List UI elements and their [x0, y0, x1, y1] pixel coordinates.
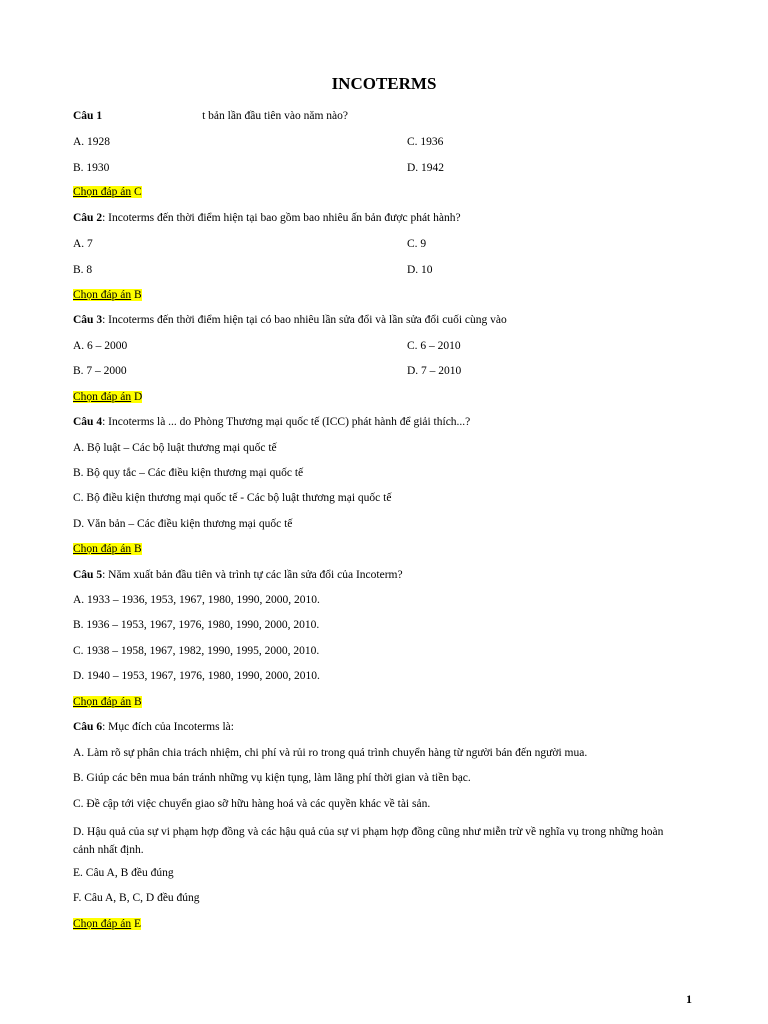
answer-prefix: Chọn đáp án: [73, 289, 132, 301]
option: B. Giúp các bên mua bán tránh những vụ kiện tụng, làm lãng phí thời gian và tiền bạc.: [73, 772, 471, 784]
option: A. 6 – 2000: [73, 340, 128, 352]
page-title: INCOTERMS: [331, 74, 437, 93]
question-label: Câu 5: [73, 569, 103, 581]
answer-line: [73, 695, 142, 710]
option: D. Văn bản – Các điều kiện thương mại quốc tế: [73, 518, 293, 530]
answer-prefix: Chọn đáp án: [73, 696, 132, 708]
answer-value: E: [134, 918, 142, 930]
option: C. 6 – 2010: [407, 340, 461, 352]
question-2: [73, 211, 461, 226]
option: A. Làm rõ sự phân chia trách nhiệm, chi phí và rủi ro trong quá trình chuyển hàng từ người bán đến người mua.: [73, 747, 588, 759]
option: A. 7: [73, 238, 93, 250]
answer-line: [73, 390, 142, 405]
question-label: Câu 1: [73, 110, 103, 122]
answer-value: C: [134, 186, 142, 198]
option: A. Bộ luật – Các bộ luật thương mại quốc tế: [73, 442, 277, 454]
question-text: : Mục đích của Incoterms là:: [102, 721, 234, 733]
option: B. Bộ quy tắc – Các điều kiện thương mại quốc tế: [73, 467, 304, 479]
question-text: : Incoterms đến thời điểm hiện tại có bao nhiêu lần sửa đổi và lần sửa đổi cuối cùng vào: [102, 314, 507, 326]
option: D. 7 – 2010: [407, 365, 462, 377]
answer-line: [73, 917, 141, 932]
answer-prefix: Chọn đáp án: [73, 543, 132, 555]
question-label: Câu 6: [73, 721, 103, 733]
option: D. 1940 – 1953, 1967, 1976, 1980, 1990, 2000, 2010.: [73, 670, 320, 682]
question-3: [73, 313, 507, 328]
option: C. 1938 – 1958, 1967, 1982, 1990, 1995, 2000, 2010.: [73, 645, 320, 657]
page-number: 1: [686, 992, 692, 1006]
answer-prefix: Chọn đáp án: [73, 918, 132, 930]
answer-line: [73, 185, 142, 200]
option: A. 1928: [73, 136, 111, 148]
question-text: : Incoterms là ... do Phòng Thương mại quốc tế (ICC) phát hành để giải thích...?: [102, 416, 471, 428]
option: D. Hậu quả của sự vi phạm hợp đồng và các hậu quả của sự vi phạm hợp đồng cũng như miễn trừ về nghĩa vụ trong những hoàn cảnh nhất định.: [73, 826, 664, 856]
question-1: [73, 109, 348, 124]
answer-value: B: [134, 696, 142, 708]
question-text: t bản lần đầu tiên vào năm nào?: [202, 110, 349, 122]
answer-value: B: [134, 543, 142, 555]
answer-line: [73, 288, 142, 303]
question-text: : Incoterms đến thời điểm hiện tại bao gồm bao nhiêu ấn bản được phát hành?: [102, 212, 461, 224]
option: C. Bộ điều kiện thương mại quốc tế - Các bộ luật thương mại quốc tế: [73, 492, 392, 504]
answer-prefix: Chọn đáp án: [73, 186, 132, 198]
answer-value: B: [134, 289, 142, 301]
question-label: Câu 2: [73, 212, 103, 224]
option: C. 1936: [407, 136, 444, 148]
question-label: Câu 4: [73, 416, 103, 428]
question-4: [73, 415, 470, 430]
option: B. 7 – 2000: [73, 365, 127, 377]
answer-line: [73, 542, 142, 557]
question-6: [73, 720, 234, 735]
answer-value: D: [134, 391, 143, 403]
option: D. 10: [407, 264, 433, 276]
question-text: : Năm xuất bản đầu tiên và trình tự các lần sửa đổi của Incoterm?: [102, 569, 403, 581]
option: B. 1930: [73, 162, 110, 174]
option: C. Đề cập tới việc chuyển giao sỡ hữu hàng hoá và các quyền khác về tài sản.: [73, 798, 431, 810]
option: B. 8: [73, 264, 93, 276]
option: F. Câu A, B, C, D đều đúng: [73, 892, 200, 904]
question-5: [73, 568, 403, 583]
option: C. 9: [407, 238, 427, 250]
option: A. 1933 – 1936, 1953, 1967, 1980, 1990, 2000, 2010.: [73, 594, 320, 606]
option: E. Câu A, B đều đúng: [73, 867, 174, 879]
answer-prefix: Chọn đáp án: [73, 391, 132, 403]
option: B. 1936 – 1953, 1967, 1976, 1980, 1990, 2000, 2010.: [73, 619, 320, 631]
option: D. 1942: [407, 162, 445, 174]
question-label: Câu 3: [73, 314, 103, 326]
